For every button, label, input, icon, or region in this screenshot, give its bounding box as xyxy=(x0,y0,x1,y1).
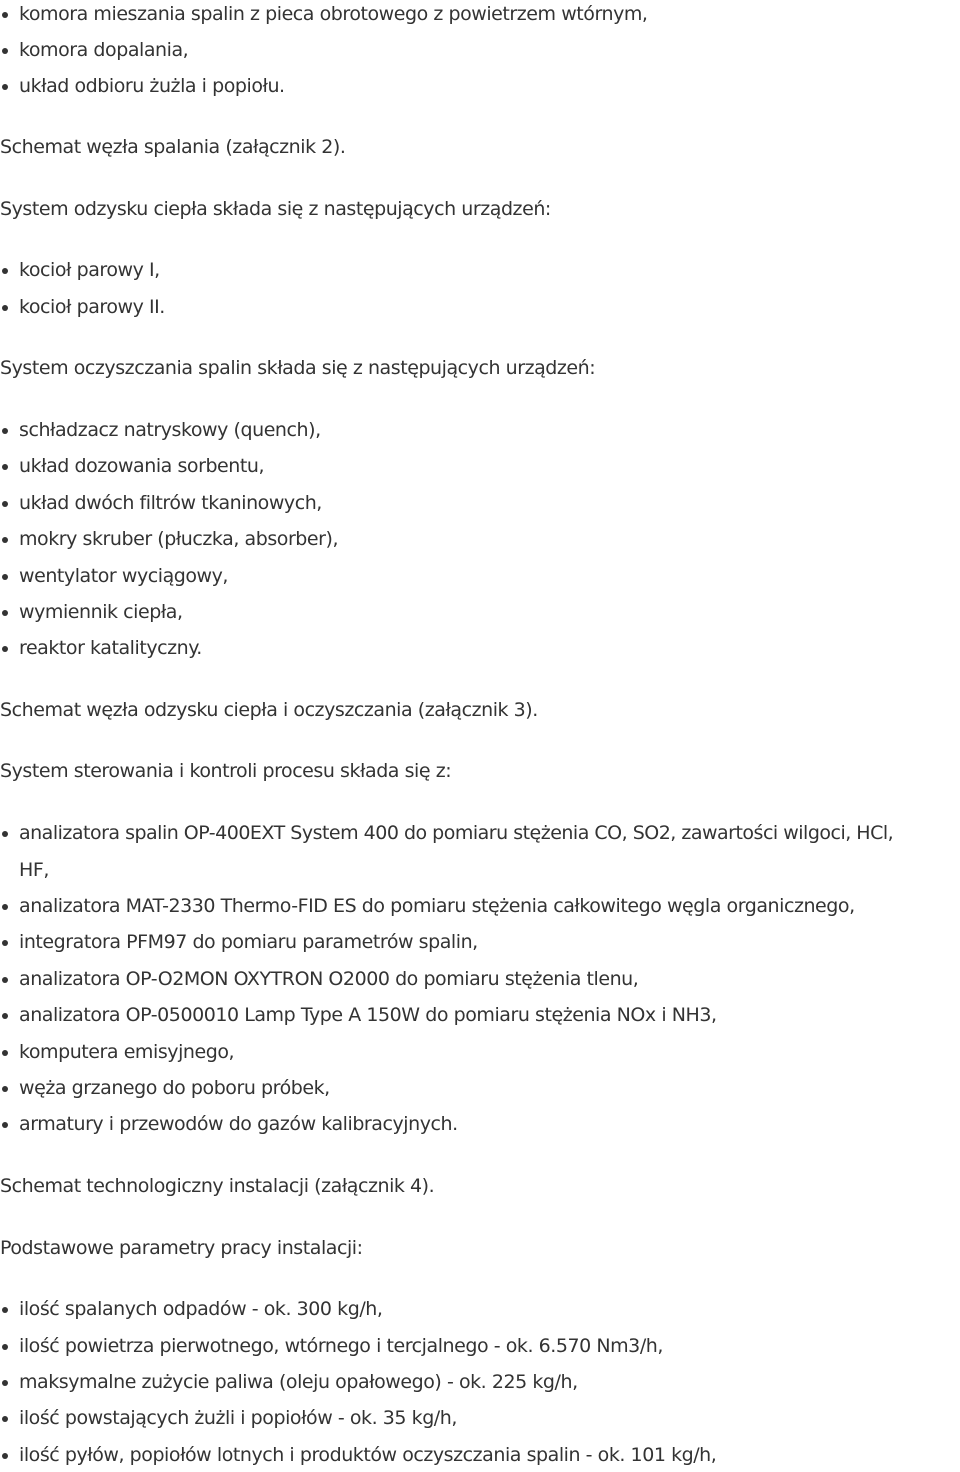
list-item: integratora PFM97 do pomiaru parametrów spalin, xyxy=(0,930,478,954)
list-item: komora mieszania spalin z pieca obrotowego z powietrzem wtórnym, xyxy=(0,2,648,26)
list-item: ilość powietrza pierwotnego, wtórnego i tercjalnego - ok. 6.570 Nm3/h, xyxy=(0,1334,663,1358)
paragraph: System odzysku ciepła składa się z następujących urządzeń: xyxy=(0,198,551,220)
list-item: mokry skruber (płuczka, absorber), xyxy=(0,527,338,551)
paragraph: Schemat węzła spalania (załącznik 2). xyxy=(0,136,346,158)
list-item: układ dwóch filtrów tkaninowych, xyxy=(0,491,322,515)
list-item: komputera emisyjnego, xyxy=(0,1040,234,1064)
list-item: komora dopalania, xyxy=(0,38,188,62)
paragraph: Podstawowe parametry pracy instalacji: xyxy=(0,1237,363,1259)
list-item: analizatora OP-0500010 Lamp Type A 150W do pomiaru stężenia NOx i NH3, xyxy=(0,1003,717,1027)
list-item: schładzacz natryskowy (quench), xyxy=(0,418,321,442)
list-item: armatury i przewodów do gazów kalibracyjnych. xyxy=(0,1112,458,1136)
list-item: kocioł parowy I, xyxy=(0,258,160,282)
list-item: maksymalne zużycie paliwa (oleju opałowego) - ok. 225 kg/h, xyxy=(0,1370,578,1394)
list-item-continuation: HF, xyxy=(19,859,49,881)
list-item: analizatora spalin OP-400EXT System 400 do pomiaru stężenia CO, SO2, zawartości wilgoci, HCl, xyxy=(0,821,893,845)
list-item: wentylator wyciągowy, xyxy=(0,564,228,588)
paragraph: Schemat technologiczny instalacji (załącznik 4). xyxy=(0,1175,435,1197)
paragraph: System oczyszczania spalin składa się z następujących urządzeń: xyxy=(0,357,596,379)
list-item: ilość powstających żużli i popiołów - ok. 35 kg/h, xyxy=(0,1406,457,1430)
list-item: ilość pyłów, popiołów lotnych i produktów oczyszczania spalin - ok. 101 kg/h, xyxy=(0,1443,716,1467)
list-item: reaktor katalityczny. xyxy=(0,636,202,660)
list-item: wymiennik ciepła, xyxy=(0,600,183,624)
paragraph: System sterowania i kontroli procesu składa się z: xyxy=(0,760,452,782)
list-item: analizatora MAT-2330 Thermo-FID ES do pomiaru stężenia całkowitego węgla organicznego, xyxy=(0,894,855,918)
list-item: układ odbioru żużla i popiołu. xyxy=(0,74,285,98)
list-item: ilość spalanych odpadów - ok. 300 kg/h, xyxy=(0,1297,382,1321)
paragraph: Schemat węzła odzysku ciepła i oczyszczania (załącznik 3). xyxy=(0,699,538,721)
list-item: węża grzanego do poboru próbek, xyxy=(0,1076,330,1100)
list-item: układ dozowania sorbentu, xyxy=(0,454,264,478)
list-item: kocioł parowy II. xyxy=(0,295,165,319)
list-item: analizatora OP-O2MON OXYTRON O2000 do pomiaru stężenia tlenu, xyxy=(0,967,638,991)
